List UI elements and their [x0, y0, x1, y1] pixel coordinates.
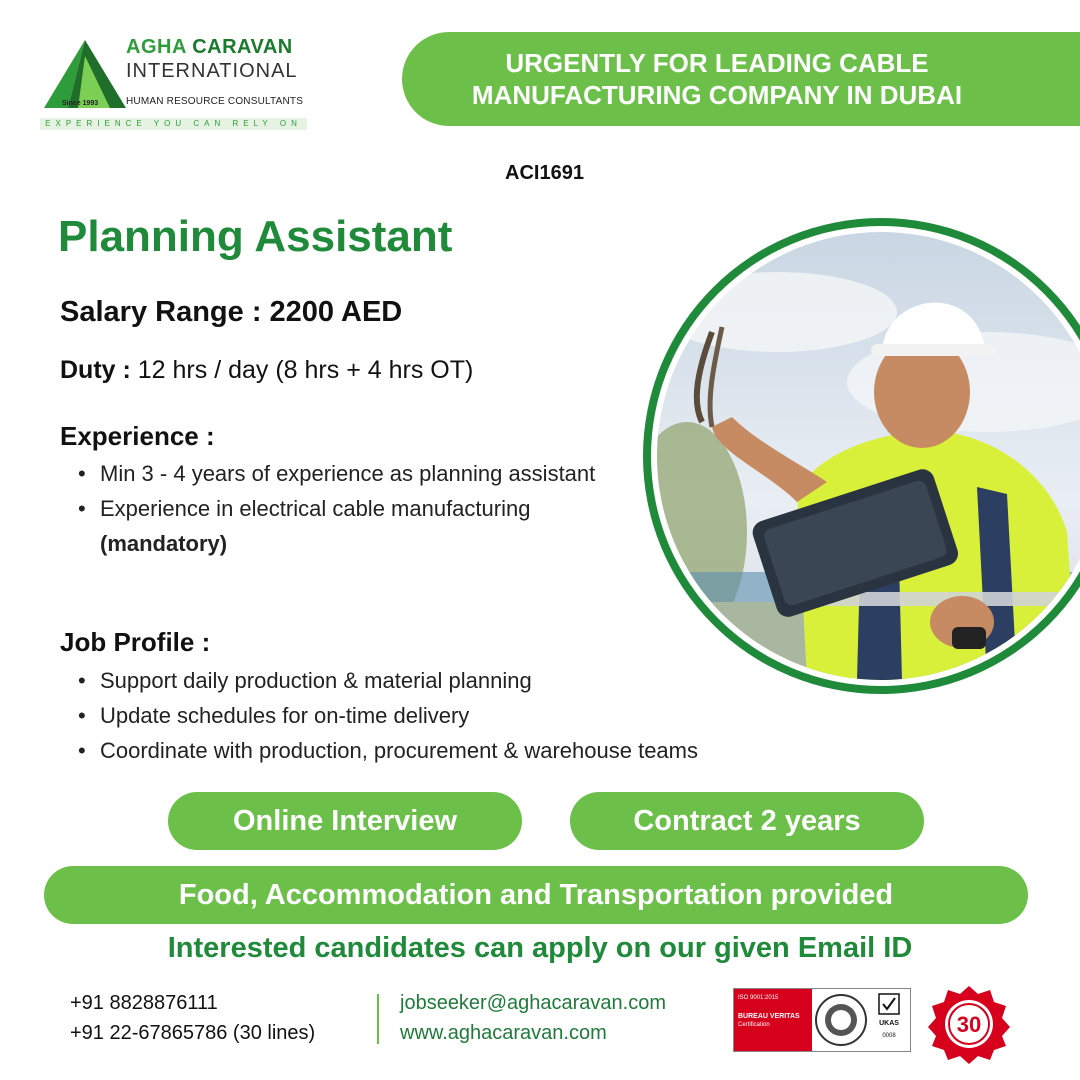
benefits-badge: Food, Accommodation and Transportation provided [44, 866, 1028, 924]
ukas-mark: UKAS 0008 [872, 993, 906, 1047]
job-title: Planning Assistant [58, 212, 453, 261]
salary-range: Salary Range : 2200 AED [60, 296, 403, 328]
phone-2[interactable]: +91 22-67865786 (30 lines) [70, 1022, 316, 1044]
list-item: • Coordinate with production, procurement & warehouse teams [60, 733, 880, 768]
phone-contacts [70, 988, 315, 1048]
online-interview-badge: Online Interview [168, 792, 522, 850]
anniversary-seal [926, 984, 1012, 1064]
header-banner [402, 32, 1080, 126]
ukas-crown-icon [878, 993, 900, 1015]
30-years-badge-icon [926, 984, 1012, 1064]
bureau-veritas-certification [733, 988, 911, 1052]
list-item: • Support daily production & material planning [60, 663, 880, 698]
bv-name: BUREAU VERITAS [738, 1013, 800, 1020]
job-profile-list [60, 663, 880, 768]
list-item: • Update schedules for on-time delivery [60, 698, 880, 733]
contract-badge: Contract 2 years [570, 792, 924, 850]
logo-name-line1: AGHA CARAVAN [126, 36, 293, 58]
bv-seal-icon [814, 993, 868, 1047]
bv-sub: Certification [738, 1022, 770, 1028]
apply-text: Interested candidates can apply on our given Email ID [167, 932, 913, 964]
phone-1[interactable]: +91 8828876111 [70, 992, 218, 1014]
experience-list [60, 456, 660, 561]
job-code: ACI1691 [505, 162, 584, 184]
list-item: • Min 3 - 4 years of experience as planning assistant [60, 456, 660, 491]
contact-divider [377, 994, 379, 1044]
worker-photo [657, 232, 1080, 680]
logo-triangle-icon [40, 36, 130, 110]
logo-since: Since 1993 [62, 100, 99, 107]
banner-line1: URGENTLY FOR LEADING CABLE [505, 48, 929, 78]
job-profile-heading: Job Profile : [60, 627, 211, 657]
list-item: • Experience in electrical cable manufacturing (mandatory) [60, 491, 660, 561]
experience-heading: Experience : [60, 421, 215, 451]
web-contacts [400, 988, 666, 1048]
duty-value: 12 hrs / day (8 hrs + 4 hrs OT) [130, 356, 474, 384]
duty-label: Duty : [60, 356, 131, 384]
logo-tagline: EXPERIENCE YOU CAN RELY ON [40, 118, 307, 130]
banner-line2: MANUFACTURING COMPANY IN DUBAI [471, 80, 963, 110]
email-link[interactable]: jobseeker@aghacaravan.com [400, 992, 667, 1014]
logo-subtitle: HUMAN RESOURCE CONSULTANTS [126, 96, 304, 107]
iso-label: ISO 9001:2015 [738, 995, 779, 1001]
mandatory-label: (mandatory) [100, 531, 228, 556]
website-link[interactable]: www.aghacaravan.com [400, 1022, 607, 1044]
seal-number: 30 [956, 1012, 982, 1037]
duty-hours [60, 356, 473, 385]
logo-name-line2: INTERNATIONAL [126, 60, 298, 82]
